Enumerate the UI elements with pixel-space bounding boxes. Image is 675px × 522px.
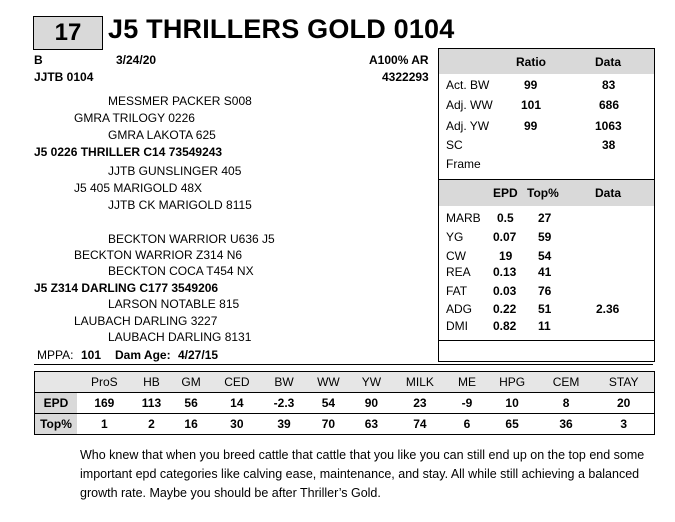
carcass-label: YG xyxy=(446,230,464,244)
carcass-top: 51 xyxy=(538,302,552,316)
corner-cell xyxy=(35,372,77,393)
dam-sire-dam: BECKTON COCA T454 NX xyxy=(108,264,254,278)
ratio-header: Ratio xyxy=(516,55,546,69)
epd-col-header: HPG xyxy=(485,372,538,393)
carcass-top: 76 xyxy=(538,284,552,298)
comment-text: Who knew that when you breed cattle that cattle that you like you can still end up on the top end some important epd categories like calving ease, maintenance, and stay. All while still achieving a balanced growth rate. Maybe you should be after Thriller’s Gold. xyxy=(80,448,645,500)
carcass-label: REA xyxy=(446,265,471,279)
perf-data: 83 xyxy=(602,78,616,92)
epd-col-header: GM xyxy=(171,372,211,393)
performance-box xyxy=(438,48,655,362)
sire-dam-dam: JJTB CK MARIGOLD 8115 xyxy=(108,198,252,212)
registration-type: A100% AR xyxy=(369,53,429,67)
perf-ratio: 99 xyxy=(524,119,538,133)
top-pct-value: 70 xyxy=(305,414,351,435)
epd-value: 113 xyxy=(132,393,172,414)
top-pct-value: 39 xyxy=(263,414,305,435)
dam-sire: BECKTON WARRIOR Z314 N6 xyxy=(74,248,243,262)
dam-age-label: Dam Age: xyxy=(115,348,171,362)
perf-data: 1063 xyxy=(595,119,622,133)
epd-col-header: HB xyxy=(132,372,172,393)
carcass-data: 2.36 xyxy=(596,302,620,316)
tattoo: JJTB 0104 xyxy=(34,70,94,84)
lot-number: 17 xyxy=(33,16,103,50)
top-pct-value: 1 xyxy=(77,414,132,435)
ratio-header-bar xyxy=(439,49,654,74)
carcass-label: ADG xyxy=(446,302,473,316)
perf-data: 686 xyxy=(599,98,620,112)
carcass-label: FAT xyxy=(446,284,468,298)
perf-ratio: 99 xyxy=(524,78,538,92)
sire-sire-dam: GMRA LAKOTA 625 xyxy=(108,128,216,142)
carcass-epd: 0.13 xyxy=(493,265,517,279)
epd-col-header: BW xyxy=(263,372,305,393)
epd-value: 23 xyxy=(391,393,448,414)
epd-col-header: ME xyxy=(449,372,486,393)
perf-label: Act. BW xyxy=(446,78,490,92)
epd-col-header: ProS xyxy=(77,372,132,393)
epd-header-row xyxy=(35,372,654,393)
epd-row-label: EPD xyxy=(35,393,77,414)
registration-number: 4322293 xyxy=(382,70,429,84)
sire: J5 0226 THRILLER C14 73549243 xyxy=(34,145,223,159)
epd-value: 8 xyxy=(539,393,594,414)
epd-value: 90 xyxy=(352,393,392,414)
epd-value: 10 xyxy=(485,393,538,414)
epd-values-row xyxy=(35,393,654,414)
sire-sire: GMRA TRILOGY 0226 xyxy=(74,111,195,125)
birth-date: 3/24/20 xyxy=(116,53,157,67)
top-pct-value: 63 xyxy=(352,414,392,435)
top-pct-value: 36 xyxy=(539,414,594,435)
carcass-label: DMI xyxy=(446,319,468,333)
dam-dam: LAUBACH DARLING 3227 xyxy=(74,314,218,328)
dam-age-value: 4/27/15 xyxy=(178,348,219,362)
epd-col-header: WW xyxy=(305,372,351,393)
carcass-epd: 0.07 xyxy=(493,230,517,244)
epd-table xyxy=(34,371,655,435)
carcass-data-header: Data xyxy=(595,186,622,200)
top-pct-value: 3 xyxy=(593,414,654,435)
carcass-epd: 19 xyxy=(499,249,513,263)
sire-dam-sire: JJTB GUNSLINGER 405 xyxy=(108,164,242,178)
perf-label: SC xyxy=(446,138,463,152)
epd-col-header: CEM xyxy=(539,372,594,393)
epd-value: 54 xyxy=(305,393,351,414)
carcass-top: 54 xyxy=(538,249,552,263)
letter-code: B xyxy=(34,53,43,67)
carcass-top: 11 xyxy=(538,319,551,333)
dam-dam-sire: LARSON NOTABLE 815 xyxy=(108,297,240,311)
top-pct-header: Top% xyxy=(527,186,559,200)
epd-col-header: STAY xyxy=(593,372,654,393)
perf-label: Adj. WW xyxy=(446,98,493,112)
top-pct-value: 2 xyxy=(132,414,172,435)
perf-label: Frame xyxy=(446,157,481,171)
dam: J5 Z314 DARLING C177 3549206 xyxy=(34,281,219,295)
divider xyxy=(439,340,654,341)
perf-ratio: 101 xyxy=(521,98,542,112)
perf-label: Adj. YW xyxy=(446,119,490,133)
carcass-epd: 0.82 xyxy=(493,319,517,333)
perf-data: 38 xyxy=(602,138,616,152)
dam-sire-sire: BECKTON WARRIOR U636 J5 xyxy=(108,232,275,246)
carcass-label: CW xyxy=(446,249,466,263)
epd-value: -9 xyxy=(449,393,486,414)
dam-dam-dam: LAUBACH DARLING 8131 xyxy=(108,330,252,344)
epd-value: 14 xyxy=(211,393,263,414)
epd-header: EPD xyxy=(493,186,518,200)
epd-value: 56 xyxy=(171,393,211,414)
data-header: Data xyxy=(595,55,622,69)
epd-col-header: CED xyxy=(211,372,263,393)
carcass-top: 27 xyxy=(538,211,552,225)
carcass-top: 59 xyxy=(538,230,552,244)
animal-name: J5 THRILLERS GOLD 0104 xyxy=(108,14,455,44)
epd-value: 169 xyxy=(77,393,132,414)
sire-dam: J5 405 MARIGOLD 48X xyxy=(74,181,203,195)
top-pct-value: 16 xyxy=(171,414,211,435)
carcass-epd: 0.03 xyxy=(493,284,517,298)
carcass-epd: 0.22 xyxy=(493,302,517,316)
mppa-label: MPPA: xyxy=(37,348,74,362)
top-pct-row xyxy=(35,414,654,435)
top-pct-value: 65 xyxy=(485,414,538,435)
carcass-epd: 0.5 xyxy=(497,211,514,225)
top-pct-value: 6 xyxy=(449,414,486,435)
sire-sire-sire: MESSMER PACKER S008 xyxy=(108,94,252,108)
top-pct-row-label: Top% xyxy=(35,414,77,435)
carcass-label: MARB xyxy=(446,211,481,225)
mppa-value: 101 xyxy=(81,348,102,362)
divider xyxy=(34,364,653,365)
top-pct-value: 74 xyxy=(391,414,448,435)
epd-col-header: YW xyxy=(352,372,392,393)
top-pct-value: 30 xyxy=(211,414,263,435)
carcass-top: 41 xyxy=(538,265,552,279)
epd-value: 20 xyxy=(593,393,654,414)
epd-col-header: MILK xyxy=(391,372,448,393)
epd-value: -2.3 xyxy=(263,393,305,414)
